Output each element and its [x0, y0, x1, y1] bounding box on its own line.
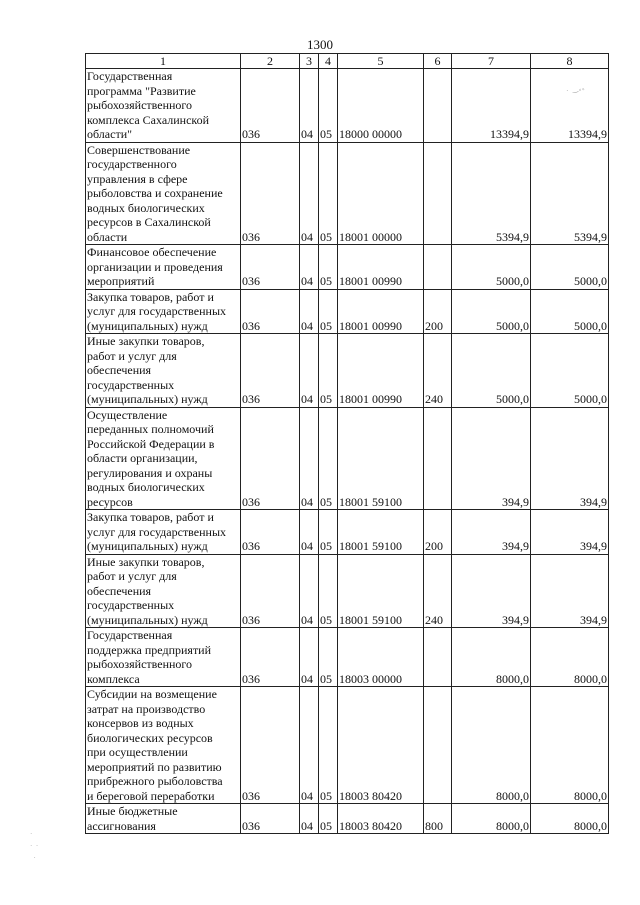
section-code: 04 [300, 142, 319, 245]
amount-value: 394,9 [452, 407, 531, 510]
subsection-code: 05 [319, 804, 338, 834]
row-name: Финансовое обеспечение организации и проведения мероприятий [86, 245, 241, 290]
row-name: Государственная программа "Развитие рыбохозяйственного комплекса Сахалинской области" [86, 69, 241, 143]
table-row [86, 510, 609, 555]
subsection-code: 05 [319, 142, 338, 245]
amount-value: 5394,9 [452, 142, 531, 245]
total-value: 394,9 [531, 554, 609, 628]
row-name: Иные бюджетные ассигнования [86, 804, 241, 834]
row-name: Закупка товаров, работ и услуг для государственных (муниципальных) нужд [86, 510, 241, 555]
amount-value: 394,9 [452, 510, 531, 555]
subsection-code: 05 [319, 69, 338, 143]
total-value: 8000,0 [531, 804, 609, 834]
expense-type-code: 240 [424, 334, 452, 408]
column-header-ministry: 2 [241, 54, 300, 69]
row-name: Закупка товаров, работ и услуг для государственных (муниципальных) нужд [86, 289, 241, 334]
ministry-code: 036 [241, 289, 300, 334]
total-value: 5394,9 [531, 142, 609, 245]
table-row [86, 804, 609, 834]
table-row [86, 554, 609, 628]
target-item-code: 18001 00990 [338, 289, 424, 334]
amount-value: 13394,9 [452, 69, 531, 143]
ministry-code: 036 [241, 628, 300, 687]
table-row [86, 69, 609, 143]
margin-marks: · · · · [30, 830, 39, 862]
total-value: 8000,0 [531, 628, 609, 687]
target-item-code: 18003 80420 [338, 687, 424, 804]
column-header-subsection: 4 [319, 54, 338, 69]
total-value: 13394,9 [531, 69, 609, 143]
target-item-code: 18001 59100 [338, 554, 424, 628]
table-row [86, 334, 609, 408]
target-item-code: 18001 00990 [338, 245, 424, 290]
subsection-code: 05 [319, 687, 338, 804]
subsection-code: 05 [319, 289, 338, 334]
amount-value: 5000,0 [452, 334, 531, 408]
ministry-code: 036 [241, 69, 300, 143]
subsection-code: 05 [319, 407, 338, 510]
section-code: 04 [300, 554, 319, 628]
total-value: 5000,0 [531, 334, 609, 408]
page-number: 1300 [307, 37, 333, 52]
table-row [86, 628, 609, 687]
budget-table [85, 53, 609, 834]
expense-type-code: 240 [424, 554, 452, 628]
section-code: 04 [300, 687, 319, 804]
table-row [86, 407, 609, 510]
total-value: 394,9 [531, 407, 609, 510]
column-header-expense-type: 6 [424, 54, 452, 69]
target-item-code: 18003 00000 [338, 628, 424, 687]
section-code: 04 [300, 69, 319, 143]
section-code: 04 [300, 245, 319, 290]
amount-value: 394,9 [452, 554, 531, 628]
scan-mark: · ‿ᵤᵤ [565, 83, 586, 95]
subsection-code: 05 [319, 554, 338, 628]
subsection-code: 05 [319, 245, 338, 290]
total-value: 5000,0 [531, 289, 609, 334]
column-header-amount: 7 [452, 54, 531, 69]
ministry-code: 036 [241, 142, 300, 245]
section-code: 04 [300, 804, 319, 834]
amount-value: 5000,0 [452, 245, 531, 290]
expense-type-code: 200 [424, 510, 452, 555]
column-header-name: 1 [86, 54, 241, 69]
expense-type-code [424, 407, 452, 510]
target-item-code: 18000 00000 [338, 69, 424, 143]
subsection-code: 05 [319, 628, 338, 687]
target-item-code: 18001 59100 [338, 510, 424, 555]
amount-value: 8000,0 [452, 628, 531, 687]
ministry-code: 036 [241, 804, 300, 834]
total-value: 5000,0 [531, 245, 609, 290]
section-code: 04 [300, 628, 319, 687]
amount-value: 5000,0 [452, 289, 531, 334]
expense-type-code [424, 245, 452, 290]
row-name: Совершенствование государственного управления в сфере рыболовства и сохранение водных биологических ресурсов в Сахалинской области [86, 142, 241, 245]
ministry-code: 036 [241, 407, 300, 510]
expense-type-code: 200 [424, 289, 452, 334]
section-code: 04 [300, 510, 319, 555]
column-header-total: 8 [531, 54, 609, 69]
row-name: Иные закупки товаров, работ и услуг для обеспечения государственных (муниципальных) нужд [86, 334, 241, 408]
table-row [86, 289, 609, 334]
table-row [86, 687, 609, 804]
ministry-code: 036 [241, 510, 300, 555]
ministry-code: 036 [241, 245, 300, 290]
expense-type-code [424, 628, 452, 687]
ministry-code: 036 [241, 687, 300, 804]
section-code: 04 [300, 407, 319, 510]
section-code: 04 [300, 289, 319, 334]
ministry-code: 036 [241, 334, 300, 408]
row-name: Осуществление переданных полномочий Российской Федерации в области организации, регулирования и охраны водных биологических ресурсов [86, 407, 241, 510]
expense-type-code: 800 [424, 804, 452, 834]
column-header-target-item: 5 [338, 54, 424, 69]
ministry-code: 036 [241, 554, 300, 628]
expense-type-code [424, 687, 452, 804]
subsection-code: 05 [319, 334, 338, 408]
total-value: 8000,0 [531, 687, 609, 804]
row-name: Государственная поддержка предприятий рыбохозяйственного комплекса [86, 628, 241, 687]
target-item-code: 18001 00000 [338, 142, 424, 245]
total-value: 394,9 [531, 510, 609, 555]
table-row [86, 142, 609, 245]
table-row [86, 245, 609, 290]
subsection-code: 05 [319, 510, 338, 555]
table-header-row [86, 54, 609, 69]
row-name: Субсидии на возмещение затрат на производство консервов из водных биологических ресурсов при осуществлении мероприятий по развитию прибрежного рыболовства и береговой переработки [86, 687, 241, 804]
target-item-code: 18001 59100 [338, 407, 424, 510]
amount-value: 8000,0 [452, 804, 531, 834]
target-item-code: 18001 00990 [338, 334, 424, 408]
amount-value: 8000,0 [452, 687, 531, 804]
target-item-code: 18003 80420 [338, 804, 424, 834]
row-name: Иные закупки товаров, работ и услуг для обеспечения государственных (муниципальных) нужд [86, 554, 241, 628]
expense-type-code [424, 69, 452, 143]
expense-type-code [424, 142, 452, 245]
column-header-section: 3 [300, 54, 319, 69]
section-code: 04 [300, 334, 319, 408]
